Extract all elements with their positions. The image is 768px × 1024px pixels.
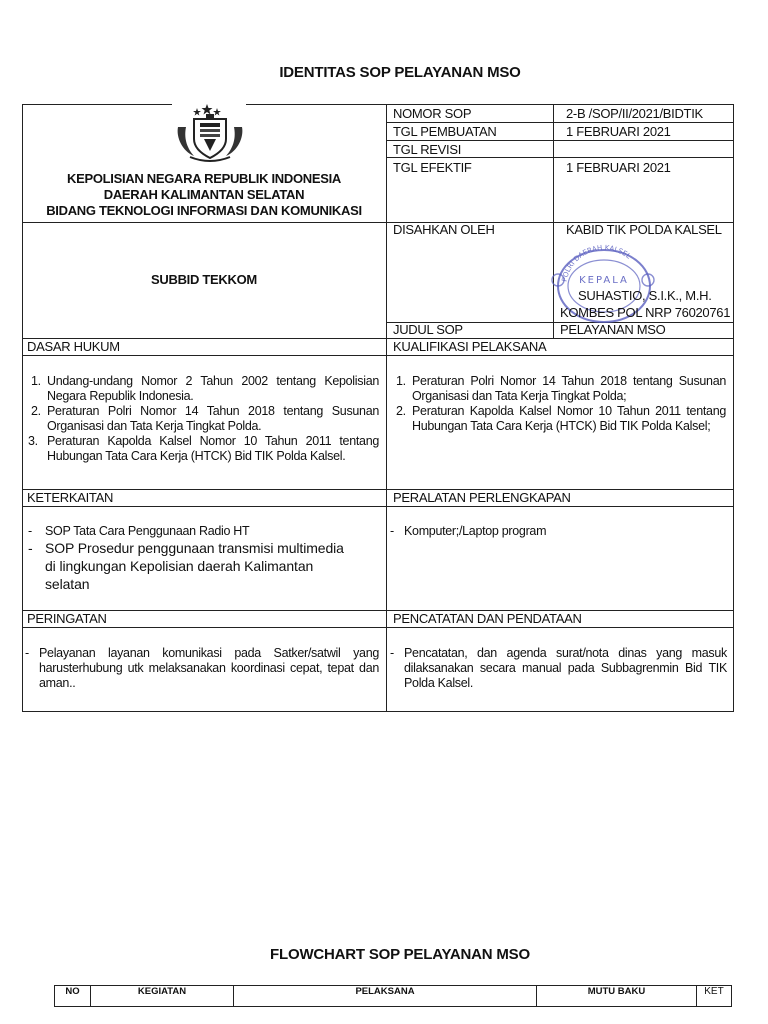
- document-title: IDENTITAS SOP PELAYANAN MSO: [279, 64, 521, 81]
- list-item: - SOP Tata Cara Penggunaan Radio HT: [28, 524, 250, 538]
- row-line: [386, 140, 733, 141]
- kualifikasi-list: [392, 374, 726, 434]
- pencatatan-list: [386, 646, 727, 691]
- stamp-kepala-text: KEPALA: [579, 275, 629, 286]
- stamp-arc-text: POLRI DAERAH KALSEL: [560, 243, 633, 283]
- flow-col-ket: KET: [704, 986, 724, 997]
- org-name-line2: DAERAH KALIMANTAN SELATAN: [103, 187, 305, 202]
- table-border-top-right: [246, 104, 733, 105]
- tgl-pembuatan-value: 1 FEBRUARI 2021: [566, 124, 671, 139]
- flow-col-no: NO: [55, 986, 91, 1006]
- peringatan-list: [22, 646, 379, 691]
- flow-col-pelaksana: PELAKSANA: [234, 986, 537, 1006]
- judul-sop-label: JUDUL SOP: [393, 322, 463, 337]
- pencatatan-header: PENCATATAN DAN PENDATAAN: [393, 611, 582, 626]
- flowchart-table-header: [54, 985, 732, 1007]
- peralatan-list: [386, 524, 720, 539]
- disahkan-jabatan: KABID TIK POLDA KALSEL: [566, 222, 722, 237]
- judul-sop-value: PELAYANAN MSO: [560, 322, 666, 337]
- flow-col-kegiatan: KEGIATAN: [91, 986, 234, 1006]
- row-line: [22, 355, 733, 356]
- tgl-revisi-label: TGL REVISI: [393, 142, 462, 157]
- dasar-hukum-list: [27, 374, 379, 464]
- disahkan-nrp: KOMBES POL NRP 76020761: [560, 305, 731, 320]
- list-item: - Komputer;/Laptop program: [390, 524, 547, 538]
- row-line: [22, 610, 733, 611]
- row-line: [386, 122, 733, 123]
- table-border-top-left: [22, 104, 172, 105]
- list-item: - Pelayanan layanan komunikasi pada Satker/satwil yang harusterhubung utk melaksanakan koordinasi cepat, tepat dan aman..: [25, 646, 379, 690]
- list-item: 1. Undang-undang Nomor 2 Tahun 2002 tentang Kepolisian Negara Republik Indonesia.: [31, 374, 379, 403]
- row-line: [386, 157, 733, 158]
- keterkaitan-list: [25, 524, 377, 593]
- police-emblem-icon: [172, 103, 248, 165]
- row-line: [22, 338, 733, 339]
- nomor-sop-label: NOMOR SOP: [393, 106, 472, 121]
- org-name-line3: BIDANG TEKNOLOGI INFORMASI DAN KOMUNIKASI: [46, 203, 362, 218]
- dasar-hukum-header: DASAR HUKUM: [27, 339, 120, 354]
- row-line: [22, 506, 733, 507]
- flow-col-mutu-baku: MUTU BAKU: [537, 986, 697, 1006]
- tgl-pembuatan-label: TGL PEMBUATAN: [393, 124, 497, 139]
- list-item: 3. Peraturan Kapolda Kalsel Nomor 10 Tahun 2011 tentang Hubungan Tata Cara Kerja (HTCK) Bid TIK Polda Kalsel.: [28, 434, 379, 463]
- tgl-efektif-value: 1 FEBRUARI 2021: [566, 160, 671, 175]
- disahkan-label: DISAHKAN OLEH: [393, 222, 495, 237]
- org-name-line1: KEPOLISIAN NEGARA REPUBLIK INDONESIA: [66, 171, 342, 186]
- nomor-sop-value: 2-B /SOP/II/2021/BIDTIK: [566, 106, 703, 121]
- list-item: 1. Peraturan Polri Nomor 14 Tahun 2018 tentang Susunan Organisasi dan Tata Kerja Tingkat Polda;: [396, 374, 726, 403]
- kualifikasi-header: KUALIFIKASI PELAKSANA: [393, 339, 547, 354]
- table-border-right: [733, 104, 734, 712]
- flowchart-title: FLOWCHART SOP PELAYANAN MSO: [270, 946, 530, 963]
- list-item: - SOP Prosedur penggunaan transmisi multimedia di lingkungan Kepolisian daerah Kalimantan selatan: [28, 540, 344, 592]
- keterkaitan-header: KETERKAITAN: [27, 490, 114, 505]
- peralatan-header: PERALATAN PERLENGKAPAN: [393, 490, 571, 505]
- list-item: 2. Peraturan Kapolda Kalsel Nomor 10 Tahun 2011 tentang Hubungan Tata Cara Kerja (HTCK) Bid TIK Polda Kalsel;: [396, 404, 726, 433]
- row-line: [22, 489, 733, 490]
- row-line: [22, 627, 733, 628]
- peringatan-header: PERINGATAN: [27, 611, 107, 626]
- table-divider-middle: [386, 104, 387, 712]
- tgl-efektif-label: TGL EFEKTIF: [393, 160, 472, 175]
- list-item: - Pencatatan, dan agenda surat/nota dinas yang masuk dilaksanakan secara manual pada Subbagrenmin Bid TIK Polda Kalsel.: [390, 646, 727, 690]
- org-unit: SUBBID TEKKOM: [151, 272, 257, 287]
- disahkan-nama: SUHASTIO, S.I.K., M.H.: [578, 288, 712, 303]
- table-border-bottom: [22, 711, 734, 712]
- list-item: 2. Peraturan Polri Nomor 14 Tahun 2018 tentang Susunan Organisasi dan Tata Kerja Tingkat Polda.: [31, 404, 379, 433]
